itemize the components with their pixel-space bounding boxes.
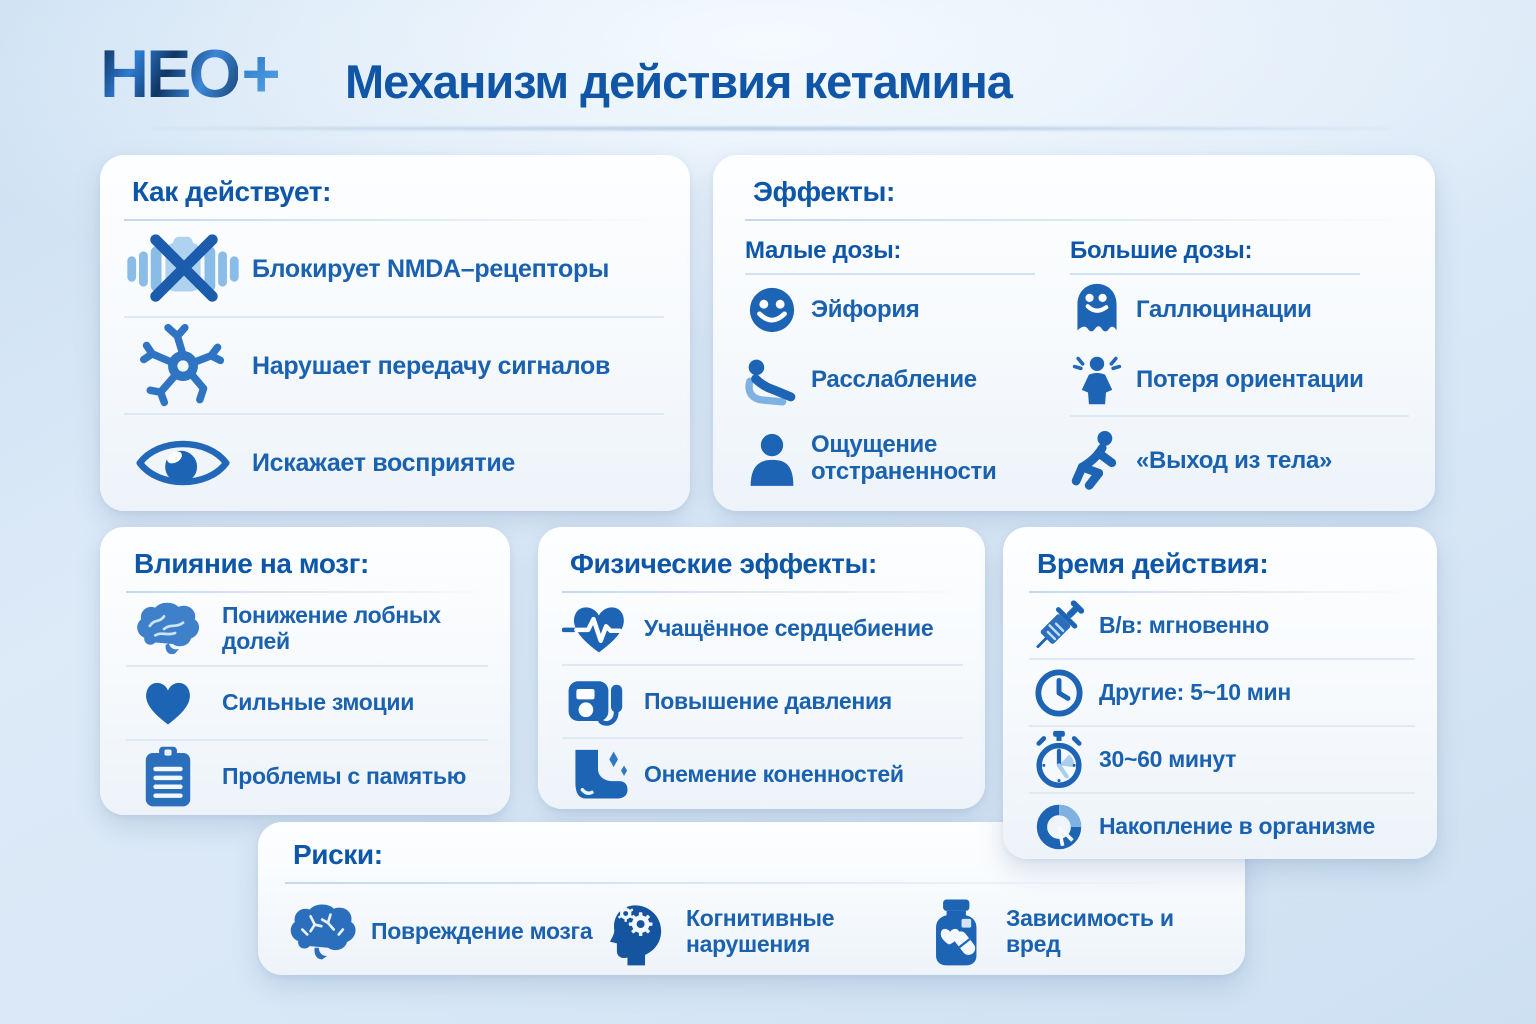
list-item xyxy=(1029,660,1415,727)
effects-card-title: Эффекты: xyxy=(753,176,895,207)
list-item-label: Учащённое сердцебиение xyxy=(644,614,934,641)
clipboard-icon xyxy=(126,745,210,809)
page-title: Механизм действия кетамина xyxy=(345,55,1012,108)
head-with-gears-icon xyxy=(600,897,676,967)
list-item-label: Повреждение мозга xyxy=(371,918,593,945)
list-item xyxy=(745,415,1070,503)
physical-card-title: Физические эффекты: xyxy=(570,548,877,579)
list-item-label: 30~60 минут xyxy=(1099,745,1237,772)
falling-person-icon xyxy=(1070,429,1124,493)
how-it-works-card xyxy=(100,155,690,511)
risks-card-title: Риски: xyxy=(293,839,383,870)
list-item xyxy=(920,897,1219,967)
pill-bottle-icon xyxy=(920,897,996,967)
list-item-label: Эйфория xyxy=(811,295,920,323)
timing-card xyxy=(1003,527,1437,859)
neo-plus-logo xyxy=(100,36,279,112)
list-item-label: Когнитивные нарушения xyxy=(686,905,835,957)
header-divider xyxy=(150,126,1390,131)
list-item xyxy=(745,345,1070,415)
syringe-icon xyxy=(1029,594,1089,657)
list-item xyxy=(126,741,488,813)
list-item-label: Галлюцинации xyxy=(1136,295,1312,323)
nmda-receptor-blocked-icon xyxy=(124,227,242,311)
heart-pulse-icon xyxy=(562,600,634,658)
list-item xyxy=(1029,593,1415,660)
effects-card xyxy=(713,155,1435,511)
list-item xyxy=(124,221,664,318)
how-card-title: Как действует: xyxy=(132,176,331,207)
list-item xyxy=(745,275,1070,345)
brain-card-title: Влияние на мозг: xyxy=(134,548,369,579)
list-item-label: Нарушает передачу сигналов xyxy=(252,351,611,380)
list-item-label: Блокирует NMDA–рецепторы xyxy=(252,254,609,283)
list-item-label: Сильные змоции xyxy=(222,689,415,716)
accumulation-donut-chart-icon xyxy=(1029,801,1089,853)
list-item xyxy=(562,666,963,739)
brain-icon xyxy=(126,602,210,656)
blood-pressure-monitor-icon xyxy=(562,672,634,732)
brain-influence-card xyxy=(100,527,510,815)
physical-effects-card xyxy=(538,527,985,809)
logo-plus-sign: + xyxy=(241,36,279,112)
list-item xyxy=(124,318,664,415)
list-item-label: Понижение лобных долей xyxy=(222,602,441,654)
neuron-icon xyxy=(124,323,242,409)
person-icon xyxy=(745,432,799,486)
list-item-label: Онемение коненностей xyxy=(644,760,904,787)
list-item xyxy=(126,593,488,667)
risks-row xyxy=(285,888,1219,976)
list-item xyxy=(1029,727,1415,794)
small-doses-column xyxy=(745,221,1070,505)
timing-card-title: Время действия: xyxy=(1037,548,1269,579)
list-item-label: Повышение давления xyxy=(644,687,892,714)
damaged-brain-icon xyxy=(285,903,361,961)
heart-icon xyxy=(126,677,210,729)
list-item-label: Другие: 5~10 мин xyxy=(1099,678,1291,705)
list-item-label: Зависимость и вред xyxy=(1006,905,1174,957)
list-item-label: Накопление в организме xyxy=(1099,812,1375,839)
disoriented-person-icon xyxy=(1070,354,1124,406)
list-item-label: Проблемы с памятью xyxy=(222,763,467,790)
list-item xyxy=(1070,417,1409,505)
list-item xyxy=(562,593,963,666)
stopwatch-icon xyxy=(1029,730,1089,789)
list-item xyxy=(126,667,488,741)
list-item xyxy=(1070,275,1409,345)
eye-icon xyxy=(124,432,242,494)
list-item-label: «Выход из тела» xyxy=(1136,446,1333,474)
list-item-label: Искажает восприятие xyxy=(252,448,516,477)
list-item-label: Расслабление xyxy=(811,365,977,393)
large-doses-column xyxy=(1070,221,1409,505)
list-item-label: Ощущение отстраненности xyxy=(811,431,997,485)
list-item xyxy=(1029,794,1415,859)
numb-foot-icon xyxy=(562,746,634,804)
reclining-person-icon xyxy=(745,354,799,407)
list-item-label: Потеря ориентации xyxy=(1136,365,1364,393)
list-item xyxy=(562,739,963,810)
small-doses-subtitle: Малые дозы: xyxy=(745,237,1035,275)
list-item xyxy=(124,415,664,510)
ghost-icon xyxy=(1070,280,1124,340)
logo-text: НЕО xyxy=(100,36,239,112)
smiley-face-icon xyxy=(745,285,799,335)
clock-icon xyxy=(1029,667,1089,719)
large-doses-subtitle: Большие дозы: xyxy=(1070,237,1360,275)
list-item xyxy=(285,903,600,961)
list-item-label: В/в: мгновенно xyxy=(1099,611,1269,638)
divider xyxy=(285,882,1219,884)
list-item xyxy=(1070,345,1409,417)
list-item xyxy=(600,897,920,967)
